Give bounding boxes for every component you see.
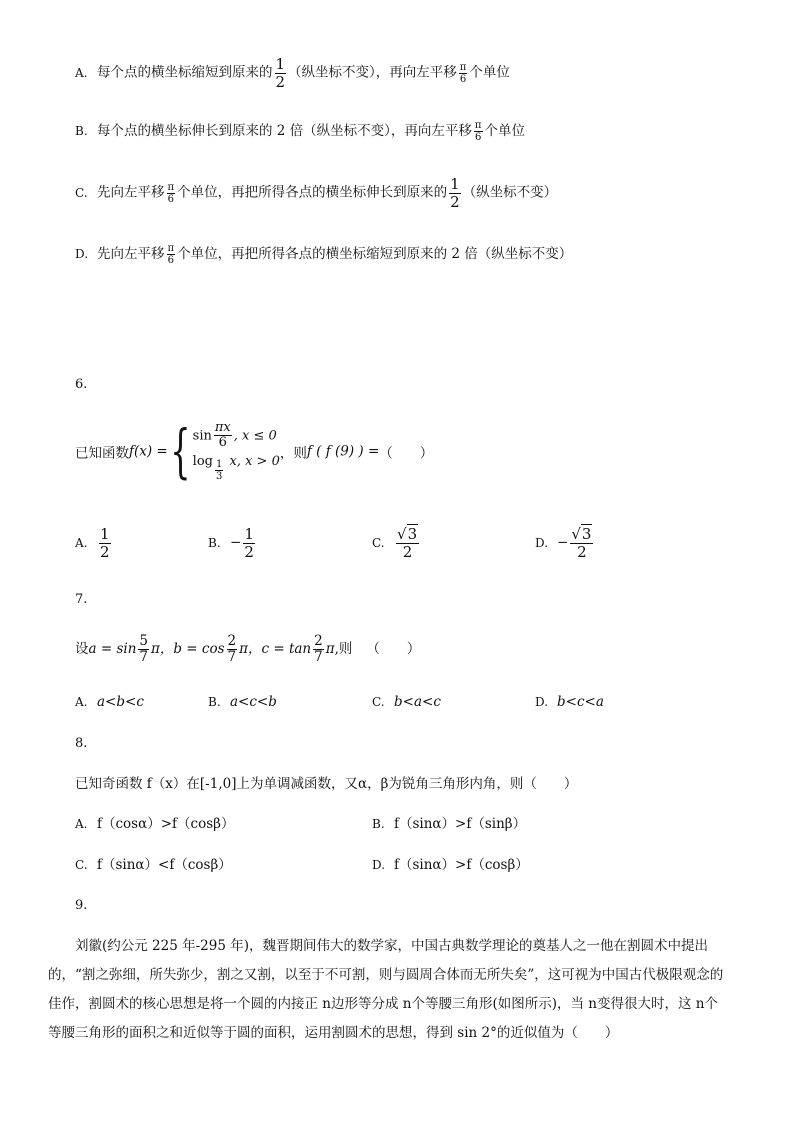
q6-number: 6. xyxy=(75,377,88,392)
q8-option-d xyxy=(372,855,529,875)
option-text: 个单位，再把所得各点的横坐标缩短到原来的 2 倍（纵坐标不变） xyxy=(177,246,573,262)
q9-number: 9. xyxy=(75,898,88,913)
q6-lead: 已知函数 xyxy=(75,445,129,462)
q8-option-c xyxy=(75,855,232,875)
option-text: 每个点的横坐标伸长到原来的 2 倍（纵坐标不变），再向左平移 xyxy=(97,123,472,139)
q7-number: 7. xyxy=(75,592,88,607)
option-label: D. xyxy=(372,858,386,872)
option-text: a<b<c xyxy=(97,694,144,710)
option-label: C. xyxy=(372,535,385,550)
fraction: $\frac{√3}{2}$ xyxy=(397,525,418,561)
option-text: b<a<c xyxy=(394,694,441,710)
option-label: C. xyxy=(75,858,88,872)
option-text: f（sinα）<f（cosβ） xyxy=(97,857,232,873)
option-text: 个单位 xyxy=(469,64,510,81)
option-text: 先向左平移 xyxy=(97,184,165,201)
q7-option-d xyxy=(535,692,604,712)
fraction: $\frac{√3}{2}$ xyxy=(571,525,592,561)
option-text: 个单位，再把所得各点的横坐标伸长到原来的 xyxy=(177,184,448,201)
option-label: B. xyxy=(208,695,221,709)
option-label: A. xyxy=(75,535,88,550)
option-label: A. xyxy=(75,817,88,831)
option-label: D. xyxy=(75,247,89,261)
option-text: 每个点的横坐标缩短到原来的 xyxy=(97,64,273,81)
brace: { xyxy=(170,417,191,486)
answer-paren: （ ） xyxy=(366,640,421,657)
q6-ask: ，则 xyxy=(279,445,307,462)
option-label: D. xyxy=(535,695,549,709)
option-label: B. xyxy=(75,124,88,138)
case-1: sin $\frac{\pi x}{6}$ , x ≤ 0 xyxy=(192,420,277,451)
fraction: $\frac{2}{7}$ xyxy=(314,633,323,665)
option-text: （纵坐标不变），再向左平移 xyxy=(288,64,457,81)
q7-option-c xyxy=(372,692,441,712)
q8-option-a xyxy=(75,814,234,834)
q9-paragraph: 刘徽(约公元 225 年-295 年)，魏晋期间伟大的数学家，中国古典数学理论的奠基人之一他在割圆术中提出的，“割之弥细，所失弥少，割之又割，以至于不可割，则与圆周合体而无所失矣”，这可视为中国古代极限观念的佳作，割圆术的核心思想是将一个圆的内接正 n边形等分成 n个等腰三角形(如图所示)，当 n变得很大时，这 n个等腰三角形的面积之和近似等于圆的面积，运用割圆术的思想，得到 sin 2°的近似值为（ ） xyxy=(48,938,724,1041)
option-label: B. xyxy=(372,817,385,831)
q8-stem: 已知奇函数 f（x）在[-1,0]上为单调减函数，又α，β为锐角三角形内角，则（ ） xyxy=(75,776,578,792)
q8-option-b xyxy=(372,814,526,834)
pi-fraction: $\frac{\pi}{6}$ xyxy=(474,120,482,143)
pi-fraction: $\frac{\pi}{6}$ xyxy=(459,61,467,85)
q5-option-b xyxy=(75,120,525,143)
fraction: $\frac{5}{7}$ xyxy=(139,633,148,665)
fraction: $\frac{2}{7}$ xyxy=(227,633,237,665)
option-label: B. xyxy=(208,535,221,550)
option-text: f（sinα）>f（sinβ） xyxy=(394,816,527,832)
option-label: C. xyxy=(372,695,385,709)
q5-option-c xyxy=(75,176,557,210)
piecewise-cases xyxy=(193,418,280,485)
q5-option-d xyxy=(75,243,572,266)
q5-option-a xyxy=(75,56,510,90)
option-label: A. xyxy=(75,65,88,80)
option-text: f（sinα）>f（cosβ） xyxy=(394,857,529,873)
q6-function-name: f(x) = xyxy=(129,443,168,460)
q7-option-b xyxy=(208,692,277,712)
q6-option-b: B. − $\frac{1}{2}$ xyxy=(208,525,254,561)
fraction: $\frac{1}{2}$ xyxy=(450,175,460,211)
q6-ask-expression: f ( f (9) ) = xyxy=(306,443,380,460)
fraction: $\frac{1}{2}$ xyxy=(100,525,110,561)
q6-stem xyxy=(75,418,433,485)
option-label: A. xyxy=(75,695,88,709)
option-text: （纵坐标不变） xyxy=(462,184,558,201)
option-text: a<c<b xyxy=(230,694,277,710)
answer-paren: （ ） xyxy=(379,445,434,462)
fraction: $\frac{1}{2}$ xyxy=(244,525,254,561)
option-text: 先向左平移 xyxy=(97,246,165,262)
q6-option-a xyxy=(75,526,113,560)
fraction: $\frac{1}{2}$ xyxy=(275,55,286,91)
option-text: f（cosα）>f（cosβ） xyxy=(97,816,235,832)
case-2: log $\frac{1}{3}$ x, x > 0 xyxy=(192,453,280,482)
q6-option-c xyxy=(372,526,421,560)
pi-fraction: $\frac{\pi}{6}$ xyxy=(167,181,175,205)
q7-option-a xyxy=(75,692,144,712)
q7-stem: 设a = sin $\frac{5}{7}$ π，b = cos $\frac{2}{7}$ π，c = tan $\frac{2}{7}$ π,则 （ ） xyxy=(75,633,421,665)
option-label: C. xyxy=(75,185,88,200)
q6-option-d: D. − $\frac{√3}{2}$ xyxy=(535,525,592,561)
option-label: D. xyxy=(535,535,549,550)
q8-number: 8. xyxy=(75,736,88,751)
option-text: 个单位 xyxy=(484,123,525,139)
pi-fraction: $\frac{\pi}{6}$ xyxy=(167,243,175,266)
option-text: b<c<a xyxy=(557,694,604,710)
